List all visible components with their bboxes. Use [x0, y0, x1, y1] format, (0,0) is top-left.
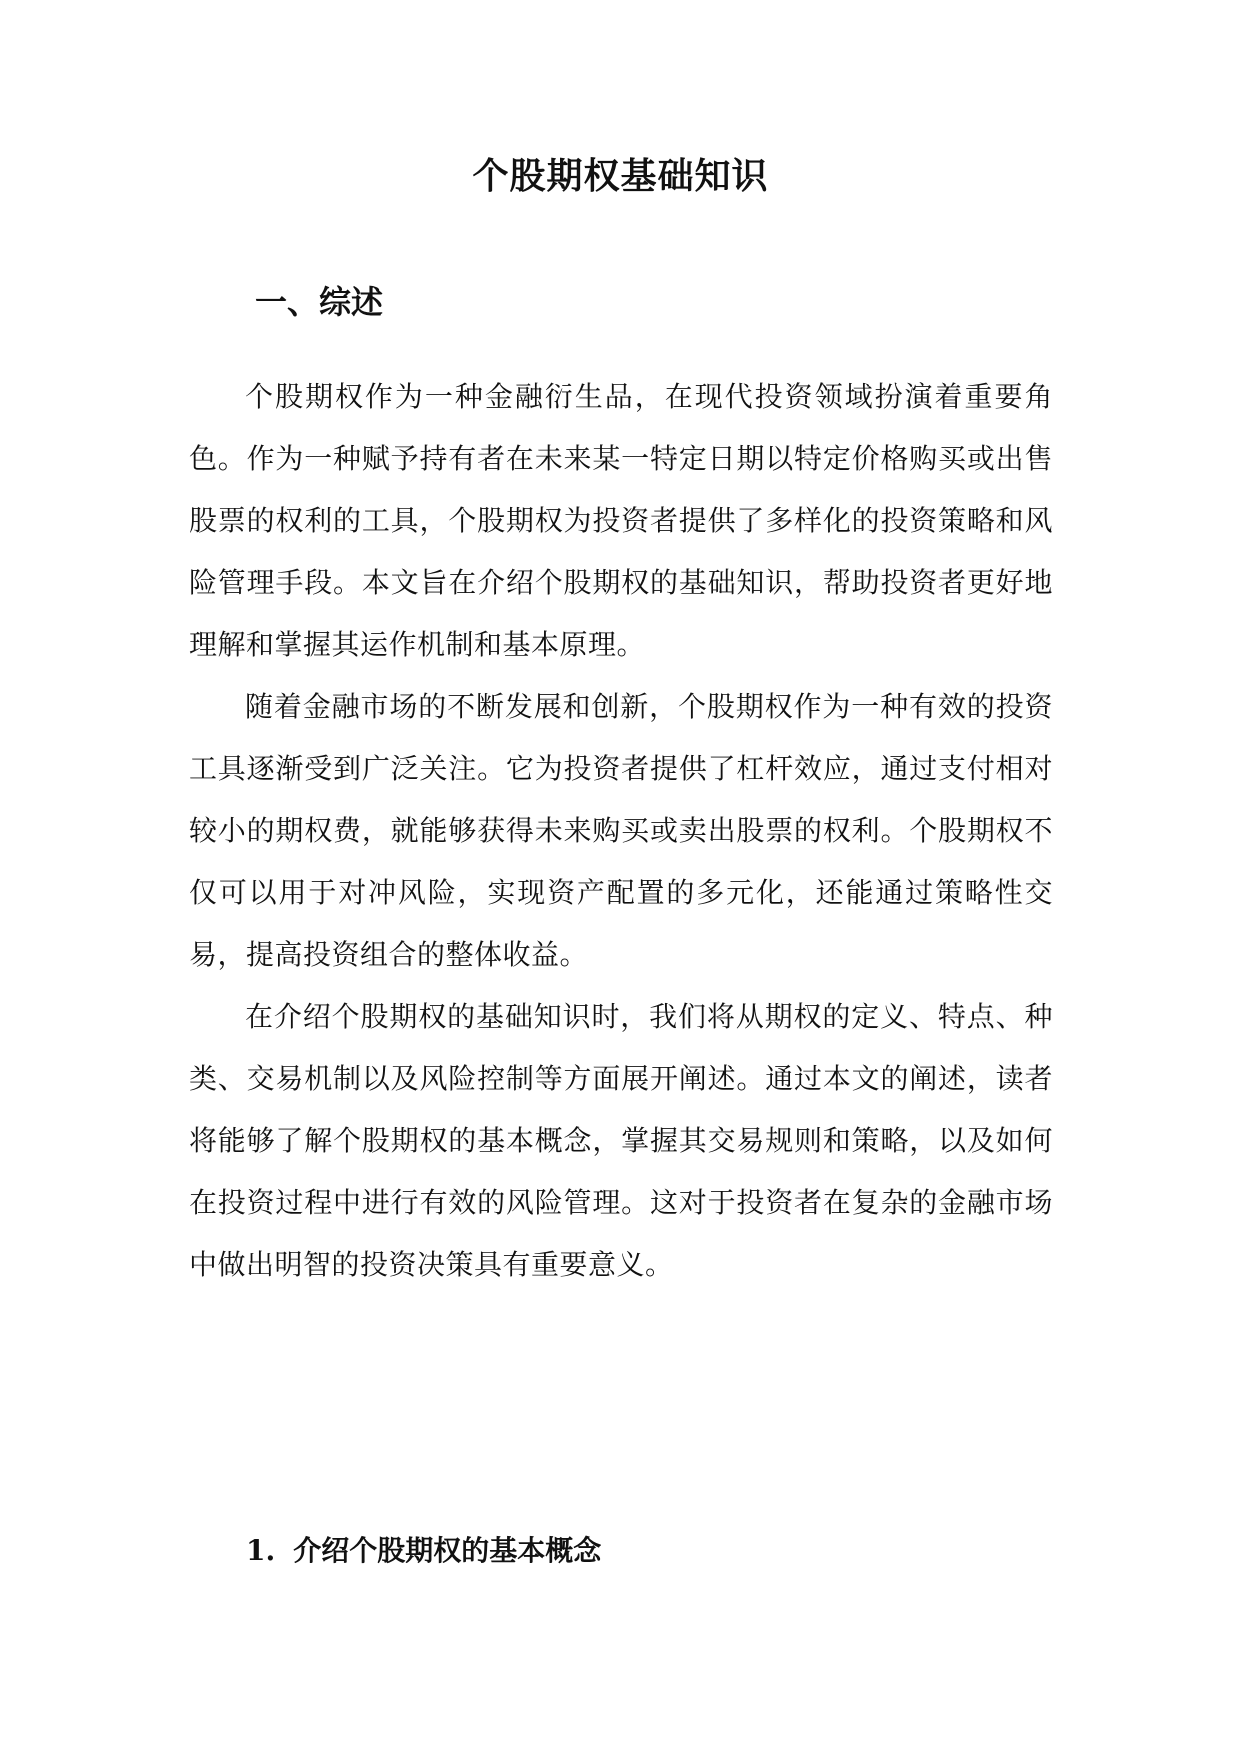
paragraph-2: 随着金融市场的不断发展和创新，个股期权作为一种有效的投资工具逐渐受到广泛关注。它为投资者提供了杠杆效应，通过支付相对较小的期权费，就能够获得未来购买或卖出股票的权利。个股期权不仅可以用于对冲风险，实现资产配置的多元化，还能通过策略性交易，提高投资组合的整体收益。	[189, 690, 1053, 971]
section-heading-overview: 一、综述	[255, 283, 384, 321]
document-title: 个股期权基础知识	[472, 155, 769, 197]
subsection-heading-text: 介绍个股期权的基本概念	[293, 1534, 602, 1567]
section-body	[189, 366, 1053, 1296]
paragraph-1: 个股期权作为一种金融衍生品，在现代投资领域扮演着重要角色。作为一种赋予持有者在未来某一特定日期以特定价格购买或出售股票的权利的工具，个股期权为投资者提供了多样化的投资策略和风险管理手段。本文旨在介绍个股期权的基础知识，帮助投资者更好地理解和掌握其运作机制和基本原理。	[189, 380, 1053, 661]
subsection-number: 1.	[246, 1534, 276, 1567]
subsection-heading	[246, 1531, 601, 1571]
paragraph-3: 在介绍个股期权的基础知识时，我们将从期权的定义、特点、种类、交易机制以及风险控制等方面展开阐述。通过本文的阐述，读者将能够了解个股期权的基本概念，掌握其交易规则和策略，以及如何在投资过程中进行有效的风险管理。这对于投资者在复杂的金融市场中做出明智的投资决策具有重要意义。	[189, 1000, 1053, 1281]
